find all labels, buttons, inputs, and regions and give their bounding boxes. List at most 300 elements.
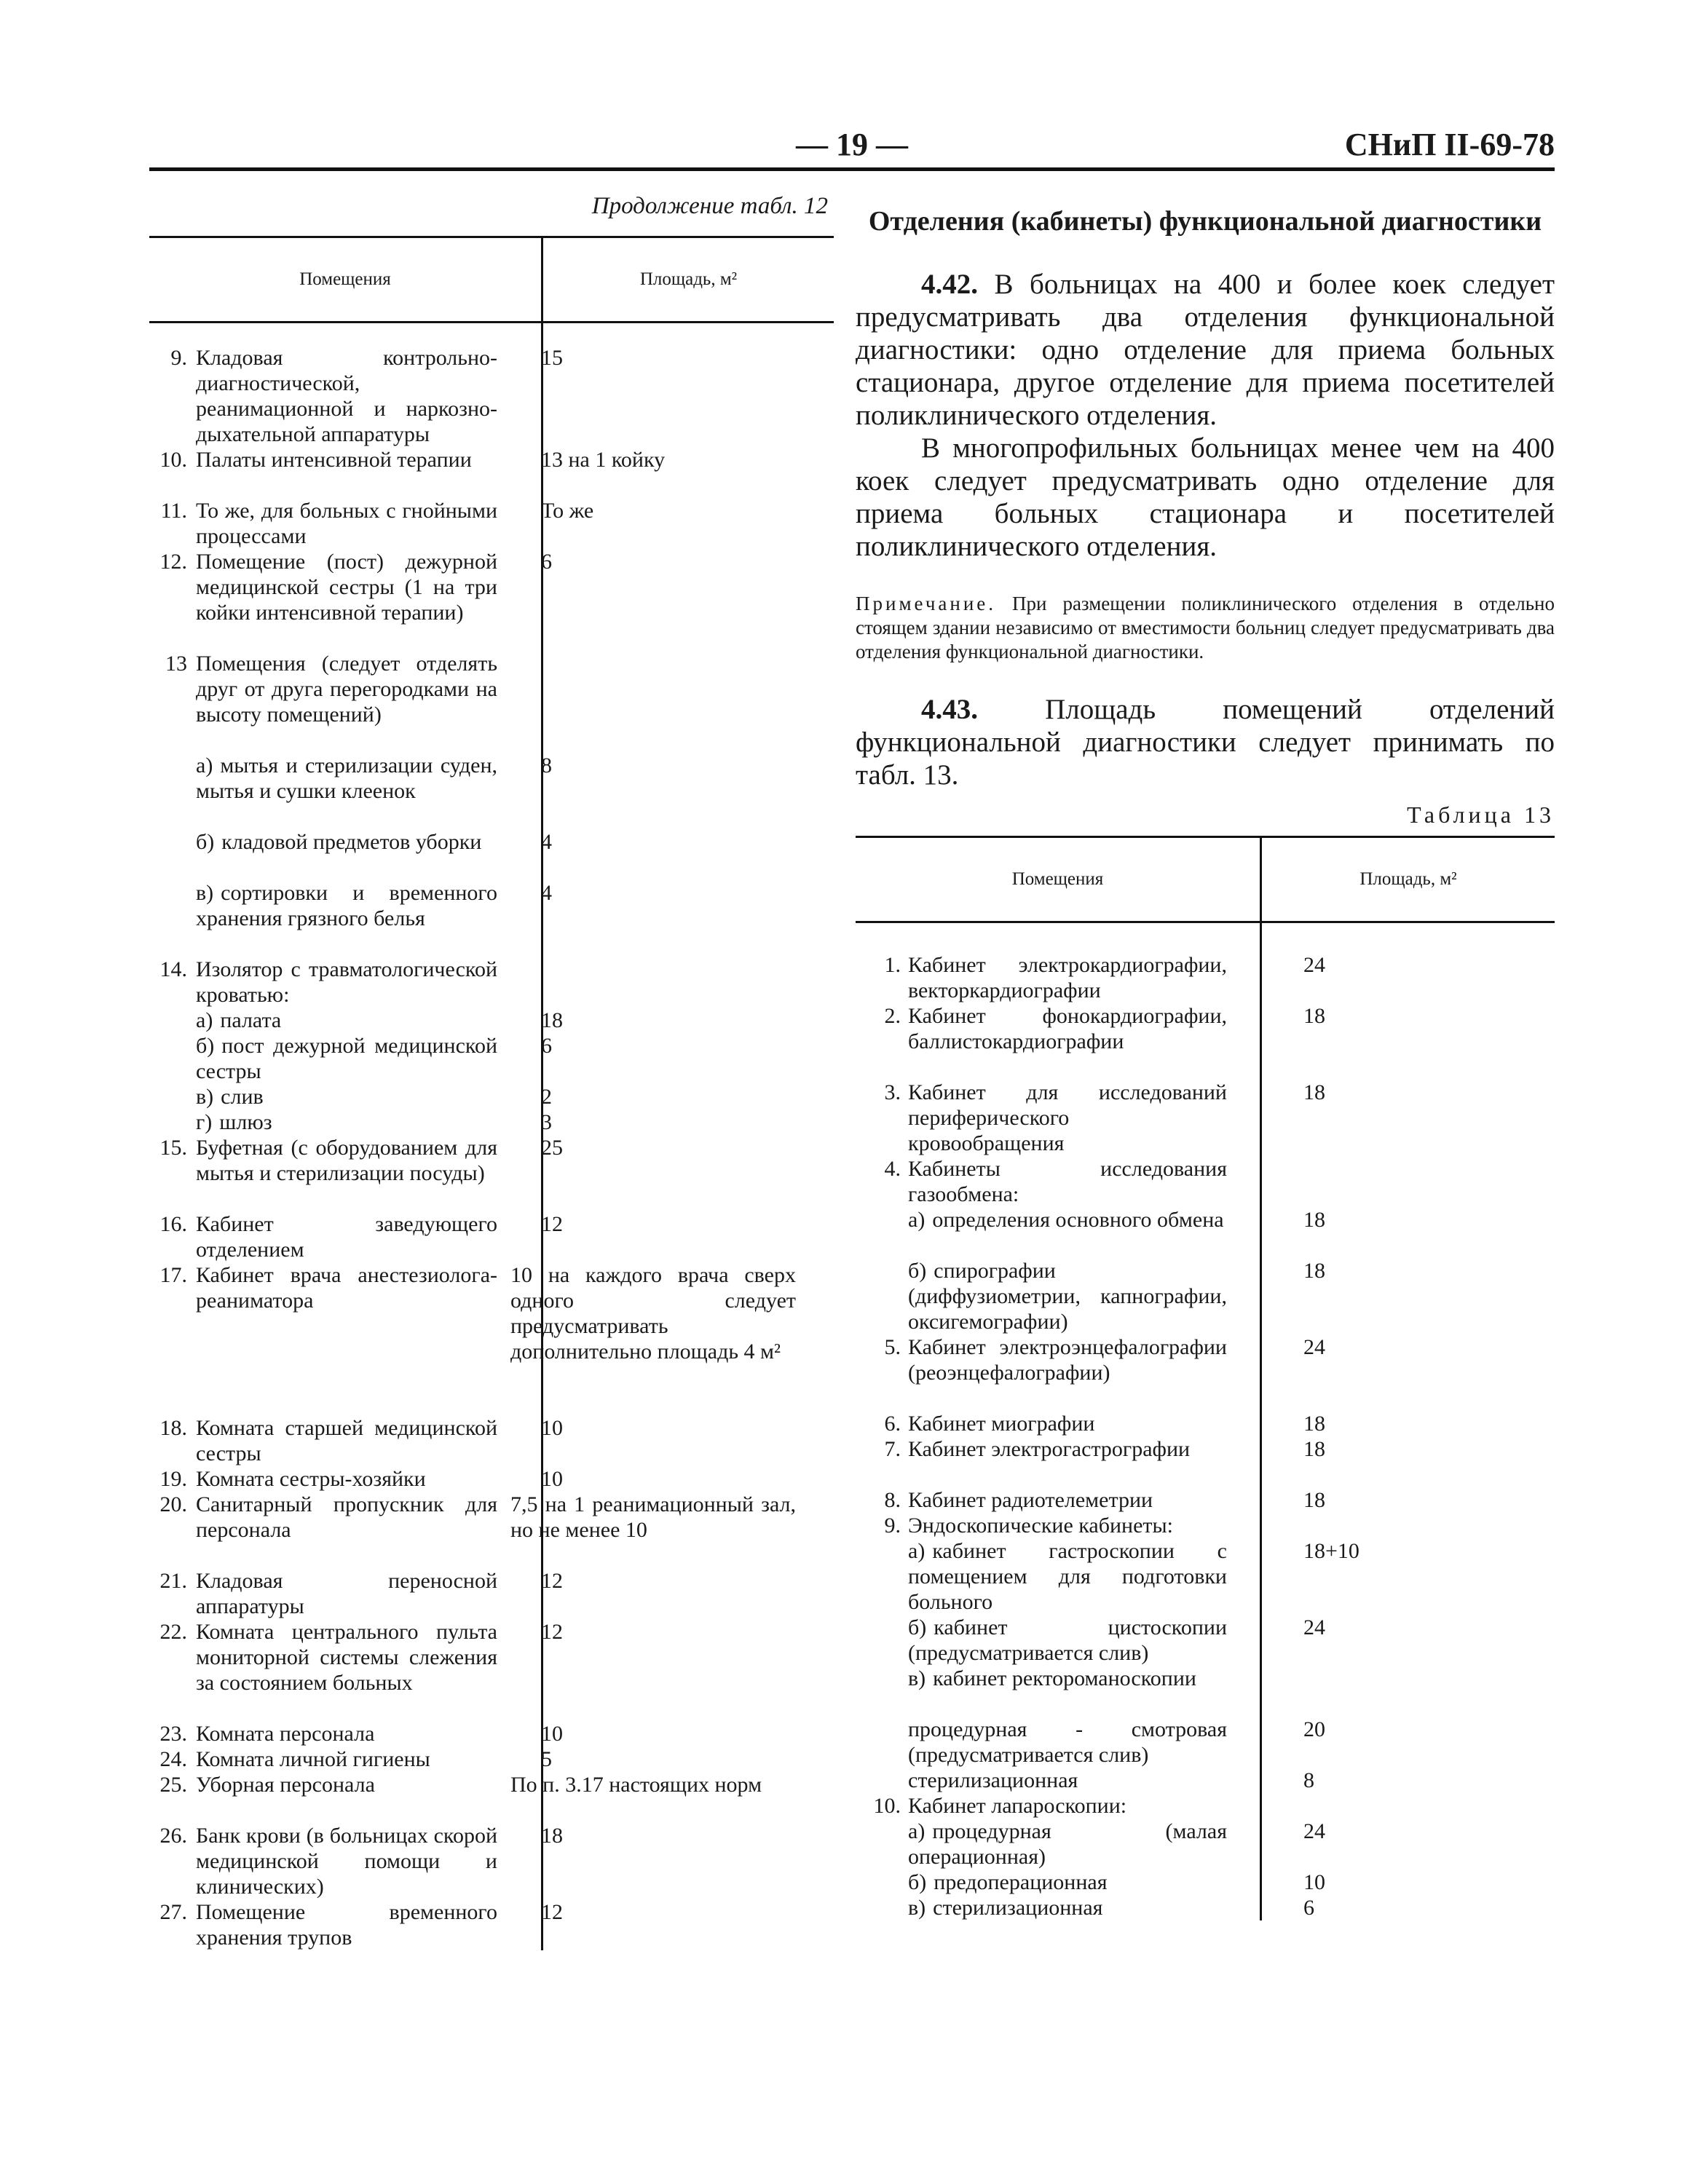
row-label-cell: [856, 1768, 1227, 1793]
row-label-cell: [149, 1211, 497, 1262]
area-value: 6: [541, 550, 552, 574]
section-title: Отделения (кабинеты) функциональной диагностики: [868, 206, 1542, 237]
room-name: [196, 345, 497, 447]
sub-item-letter: б): [196, 830, 215, 854]
room-name-text: стерилизационная: [933, 1896, 1103, 1920]
table-row: [856, 952, 1555, 1003]
area-value: [1227, 1156, 1595, 1207]
row-label-cell: [149, 1899, 497, 1950]
area-value: 18: [1303, 1488, 1325, 1512]
row-label-cell: [856, 1717, 1227, 1768]
room-name-text: шлюз: [219, 1110, 272, 1134]
room-name-text: стерилизационная: [908, 1768, 1078, 1792]
room-name-text: Буфетная (с оборудованием для мытья и стерилизации посуды): [196, 1136, 497, 1185]
row-number: 8.: [884, 1488, 901, 1512]
paragraph-4-42: [856, 268, 1555, 432]
row-label-cell: [856, 1487, 1227, 1513]
row-label-cell: [149, 498, 497, 549]
area-value: По п. 3.17 настоящих норм: [510, 1773, 762, 1797]
row-number: [856, 1870, 901, 1895]
row-number: [856, 1895, 901, 1920]
paragraph-4-43: [856, 693, 1555, 791]
row-label-cell: [149, 1492, 497, 1568]
table-13-caption: Таблица 13: [1407, 802, 1555, 828]
clause-number-4-43: 4.43.: [921, 694, 978, 725]
area-value: 10: [541, 1416, 563, 1440]
table-row: [149, 447, 834, 498]
room-name: [196, 1466, 497, 1492]
room-name: [196, 1033, 497, 1084]
row-label-cell: [149, 957, 497, 1008]
area-value: 13 на 1 койку: [541, 448, 666, 472]
row-number: [149, 880, 187, 957]
row-number: 2.: [884, 1004, 901, 1028]
column-header-rooms: Помещения: [299, 269, 391, 289]
room-name-text: Помещения (следует отделять друг от друга перегородками на высоту помещений): [196, 652, 497, 727]
table-12: [149, 236, 834, 1950]
row-label-cell: [149, 829, 497, 880]
room-name-text: Кабинет фонокардиографии, баллистокардиографии: [908, 1004, 1227, 1053]
table-12-header: [149, 236, 834, 323]
clause-number-4-42: 4.42.: [921, 269, 978, 300]
row-label-cell: [149, 1084, 497, 1109]
row-label-cell: [856, 1666, 1227, 1717]
document-code: СНиП II-69-78: [1344, 127, 1555, 162]
area-value: 12: [541, 1900, 563, 1924]
area-value: 4: [541, 881, 552, 905]
area-value: 12: [541, 1212, 563, 1236]
room-name-text: определения основного обмена: [932, 1208, 1224, 1232]
note-label: Примечание.: [856, 593, 997, 614]
right-column: [856, 204, 1555, 1920]
table-row: [149, 753, 834, 829]
row-label-cell: [149, 651, 497, 753]
area-value: 15: [541, 346, 563, 370]
room-name: [908, 1513, 1227, 1538]
page-header: [149, 120, 1555, 171]
room-name: [196, 1135, 497, 1211]
row-label-cell: [856, 1615, 1227, 1666]
room-name: [196, 1746, 497, 1772]
room-name: [908, 1819, 1227, 1870]
room-name-text: То же, для больных с гнойными процессами: [196, 499, 497, 548]
room-name-text: Комната личной гигиены: [196, 1747, 430, 1771]
table-12-body: [149, 323, 834, 1950]
area-value: То же: [541, 499, 594, 523]
area-value: [1227, 1513, 1595, 1538]
room-name: [908, 1487, 1227, 1513]
room-name: [908, 1207, 1227, 1258]
room-name-text: Санитарный пропускник для персонала: [196, 1492, 497, 1542]
row-label-cell: [149, 1033, 497, 1084]
area-value: 18: [541, 1824, 563, 1848]
row-label-cell: [149, 753, 497, 829]
area-value: 5: [541, 1747, 552, 1771]
table-row: [856, 1717, 1555, 1768]
sub-item-letter: б): [908, 1615, 927, 1639]
row-number: 16.: [159, 1212, 187, 1236]
room-name-text: Эндоскопические кабинеты:: [908, 1514, 1173, 1538]
row-number: [856, 1768, 901, 1793]
area-value: 10: [541, 1722, 563, 1746]
row-label-cell: [149, 345, 497, 447]
room-name-text: кладовой предметов уборки: [221, 830, 482, 854]
room-name-text: Помещение временного хранения трупов: [196, 1900, 497, 1950]
left-column: [149, 193, 834, 1950]
row-number: [149, 1084, 187, 1109]
row-number: 19.: [159, 1467, 187, 1491]
row-number: 25.: [159, 1773, 187, 1797]
area-value: 18: [541, 1008, 563, 1032]
room-name-text: Кабинет электроэнцефалографии (реоэнцефалографии): [908, 1335, 1227, 1385]
row-number: 5.: [884, 1335, 901, 1359]
room-name-text: палата: [220, 1008, 282, 1032]
room-name-text: Изолятор с травматологической кроватью:: [196, 957, 497, 1007]
room-name: [196, 1619, 497, 1721]
table-row: [149, 957, 834, 1008]
row-number: 21.: [159, 1569, 187, 1593]
room-name: [196, 1899, 497, 1950]
room-name: [196, 1823, 497, 1899]
row-label-cell: [856, 1334, 1227, 1411]
area-value: [1227, 1793, 1595, 1819]
column-header-area: Площадь, м²: [1260, 838, 1555, 921]
room-name: [196, 753, 497, 829]
table-row: [149, 1135, 834, 1211]
room-name: [196, 1084, 497, 1109]
row-label-cell: [149, 1619, 497, 1721]
table-row: [149, 498, 834, 549]
room-name: [908, 1666, 1227, 1717]
table-row: [149, 1899, 834, 1950]
table-row: [149, 1466, 834, 1492]
row-label-cell: [149, 1415, 497, 1466]
table-row: [856, 1436, 1555, 1487]
area-value: 25: [541, 1136, 563, 1160]
row-label-cell: [149, 447, 497, 498]
row-number: [149, 1109, 187, 1135]
row-number: 1.: [884, 953, 901, 977]
row-label-cell: [149, 1772, 497, 1823]
row-number: [856, 1717, 901, 1768]
row-label-cell: [149, 1262, 497, 1415]
room-name-text: Палаты интенсивной терапии: [196, 448, 472, 472]
room-name-text: Кабинет электрогастрографии: [908, 1437, 1191, 1461]
row-number: 27.: [159, 1900, 187, 1924]
sub-item-letter: г): [196, 1110, 213, 1134]
row-label-cell: [856, 1819, 1227, 1870]
area-value: 8: [1303, 1768, 1314, 1792]
room-name: [908, 1717, 1227, 1768]
table-row: [149, 1772, 834, 1823]
row-number: 14.: [159, 957, 187, 981]
area-value: 6: [541, 1034, 552, 1058]
room-name: [196, 1772, 497, 1823]
room-name: [908, 1436, 1227, 1487]
room-name: [196, 1008, 497, 1033]
row-number: [856, 1819, 901, 1870]
table-row: [149, 1262, 834, 1415]
row-label-cell: [856, 1258, 1227, 1334]
room-name: [908, 1793, 1227, 1819]
row-number: [856, 1615, 901, 1666]
paragraph-4-42-continued: В многопрофильных больницах менее чем на 400 коек следует предусматривать одно отделение для приема больных стационара и посетителей поликлинического отделения.: [856, 432, 1555, 562]
table-row: [856, 1895, 1555, 1920]
table-row: [149, 1211, 834, 1262]
sub-item-letter: б): [908, 1259, 927, 1283]
room-name-text: Кабинет для исследований периферического кровообращения: [908, 1080, 1227, 1155]
room-name: [908, 1156, 1227, 1207]
table-row: [856, 1819, 1555, 1870]
room-name: [908, 1895, 1227, 1920]
row-label-cell: [856, 1870, 1227, 1895]
table-row: [856, 1334, 1555, 1411]
row-number: 3.: [884, 1080, 901, 1104]
note-text: При размещении поликлинического отделения в отдельно стоящем здании независимо от вместимости больниц следует предусматривать два отделения функциональной диагностики.: [856, 593, 1555, 662]
table-13-body: [856, 923, 1555, 1920]
header-rule: [149, 167, 1555, 171]
area-value: 18: [1303, 1437, 1325, 1461]
table-13-header: [856, 836, 1555, 923]
table-row: [856, 1411, 1555, 1436]
room-name-text: кабинет гастроскопии с помещением для подготовки больного: [908, 1539, 1227, 1614]
room-name: [196, 549, 497, 651]
room-name-text: сортировки и временного хранения грязного белья: [196, 881, 497, 930]
sub-item-letter: а): [908, 1819, 926, 1843]
room-name-text: Помещение (пост) дежурной медицинской сестры (1 на три койки интенсивной терапии): [196, 550, 497, 625]
row-label-cell: [856, 1895, 1227, 1920]
area-value: 24: [1303, 1615, 1325, 1639]
row-number: 23.: [159, 1722, 187, 1746]
row-number: [149, 1008, 187, 1033]
room-name-text: Комната старшей медицинской сестры: [196, 1416, 497, 1465]
row-number: 10.: [873, 1794, 901, 1818]
row-number: 15.: [159, 1136, 187, 1160]
row-number: 9.: [884, 1514, 901, 1538]
row-label-cell: [856, 1436, 1227, 1487]
table-row: [149, 880, 834, 957]
row-number: [856, 1666, 901, 1717]
row-number: [856, 1207, 901, 1258]
area-value: 18: [1303, 1259, 1325, 1283]
room-name: [196, 1568, 497, 1619]
room-name: [908, 952, 1227, 1003]
area-value: 2: [541, 1085, 552, 1109]
table-12-continuation-caption: Продолжение табл. 12: [591, 193, 828, 219]
room-name: [196, 498, 497, 549]
room-name: [196, 1109, 497, 1135]
row-number: 20.: [159, 1492, 187, 1516]
sub-item-letter: в): [196, 1085, 214, 1109]
row-label-cell: [149, 549, 497, 651]
room-name-text: Кладовая контрольно-диагностической, реанимационной и наркозно-дыхательной аппаратуры: [196, 346, 497, 446]
table-row: [856, 1666, 1555, 1717]
row-number: 4.: [884, 1157, 901, 1181]
room-name-text: Банк крови (в больницах скорой медицинской помощи и клинических): [196, 1824, 497, 1899]
table-row: [856, 1513, 1555, 1538]
room-name-text: Кабинет миографии: [908, 1412, 1095, 1436]
room-name: [196, 447, 497, 498]
room-name: [908, 1411, 1227, 1436]
row-number: 22.: [159, 1620, 187, 1644]
table-row: [149, 1415, 834, 1466]
row-label-cell: [149, 1746, 497, 1772]
room-name-text: Кабинет врача анестезиолога-реаниматора: [196, 1263, 497, 1313]
area-value: [497, 957, 796, 1008]
table-row: [149, 1109, 834, 1135]
row-label-cell: [149, 1721, 497, 1746]
area-value: 12: [541, 1620, 563, 1644]
row-label-cell: [149, 1135, 497, 1211]
row-label-cell: [856, 1003, 1227, 1080]
room-name-text: Кабинет лапароскопии:: [908, 1794, 1127, 1818]
row-number: [856, 1538, 901, 1615]
row-label-cell: [856, 1080, 1227, 1156]
row-label-cell: [856, 1207, 1227, 1258]
sub-item-letter: в): [908, 1896, 926, 1920]
table-row: [149, 1084, 834, 1109]
row-number: [149, 1033, 187, 1084]
table-row: [856, 1793, 1555, 1819]
table-row: [856, 1080, 1555, 1156]
row-label-cell: [149, 1008, 497, 1033]
sub-item-letter: в): [908, 1666, 926, 1690]
room-name: [908, 1003, 1227, 1080]
table-13: [856, 836, 1555, 1920]
table-row: [149, 1746, 834, 1772]
area-value: 18: [1303, 1004, 1325, 1028]
room-name-text: слив: [221, 1085, 264, 1109]
area-value: 8: [541, 753, 552, 778]
area-value: 6: [1303, 1896, 1314, 1920]
row-number: 13: [165, 652, 187, 676]
area-value: 12: [541, 1569, 563, 1593]
row-label-cell: [149, 880, 497, 957]
row-number: 6.: [884, 1412, 901, 1436]
room-name-text: Кабинеты исследования газообмена:: [908, 1157, 1227, 1206]
room-name-text: Кабинет электрокардиографии, векторкардиографии: [908, 953, 1227, 1002]
room-name-text: Комната сестры-хозяйки: [196, 1467, 426, 1491]
row-number: 7.: [884, 1437, 901, 1461]
row-number: 12.: [159, 550, 187, 574]
column-header-rooms: Помещения: [1011, 869, 1104, 889]
row-number: 10.: [159, 448, 187, 472]
sub-item-letter: а): [908, 1539, 926, 1563]
room-name-text: процедурная (малая операционная): [908, 1819, 1227, 1869]
sub-item-letter: б): [196, 1034, 215, 1058]
room-name: [908, 1538, 1227, 1615]
row-label-cell: [149, 1568, 497, 1619]
area-value: 18: [1303, 1412, 1325, 1436]
room-name: [908, 1768, 1227, 1793]
sub-item-letter: б): [908, 1870, 927, 1894]
paragraph-4-42-text: В больницах на 400 и более коек следует предусматривать два отделения функциональной диагностики: одно отделение для приема больных стационара, другое отделение для приема посетителей поликлинического отделения.: [856, 269, 1555, 431]
table-row: [149, 1008, 834, 1033]
table-row: [856, 1615, 1555, 1666]
table-row: [856, 1207, 1555, 1258]
row-number: [149, 753, 187, 829]
sub-item-letter: а): [196, 753, 213, 778]
table-row: [149, 1823, 834, 1899]
room-name: [196, 1211, 497, 1262]
table-row: [856, 1487, 1555, 1513]
room-name: [196, 1415, 497, 1466]
table-row: [856, 1258, 1555, 1334]
row-label-cell: [149, 1823, 497, 1899]
row-label-cell: [149, 1466, 497, 1492]
row-number: 26.: [159, 1824, 187, 1848]
room-name: [196, 1492, 497, 1568]
column-header-area: Площадь, м²: [541, 238, 834, 321]
room-name: [196, 880, 497, 957]
table-row: [149, 829, 834, 880]
row-label-cell: [856, 952, 1227, 1003]
row-label-cell: [856, 1411, 1227, 1436]
room-name-text: процедурная - смотровая (предусматривается слив): [908, 1717, 1227, 1767]
area-value: 10 на каждого врача сверх одного следует предусматривать дополнительно площадь 4 м²: [510, 1263, 796, 1364]
room-name-text: кабинет цистоскопии (предусматривается слив): [908, 1615, 1227, 1665]
paragraph-4-43-text: Площадь помещений отделений функциональной диагностики следует принимать по табл. 13.: [856, 694, 1555, 791]
room-name: [908, 1080, 1227, 1156]
row-number: 18.: [159, 1416, 187, 1440]
area-value: 18: [1303, 1208, 1325, 1232]
room-name: [196, 1721, 497, 1746]
row-number: [856, 1258, 901, 1334]
table-row: [149, 1492, 834, 1568]
row-label-cell: [856, 1538, 1227, 1615]
table-row: [856, 1870, 1555, 1895]
room-name-text: кабинет ректороманоскопии: [933, 1666, 1196, 1690]
room-name: [196, 829, 497, 880]
room-name-text: Кладовая переносной аппаратуры: [196, 1569, 497, 1618]
area-value: 3: [541, 1110, 552, 1134]
table-row: [856, 1768, 1555, 1793]
area-value: 20: [1303, 1717, 1325, 1741]
room-name-text: Кабинет радиотелеметрии: [908, 1488, 1153, 1512]
table-row: [856, 1538, 1555, 1615]
table-row: [149, 549, 834, 651]
room-name-text: предоперационная: [934, 1870, 1108, 1894]
room-name-text: пост дежурной медицинской сестры: [196, 1034, 497, 1083]
area-value: 10: [1303, 1870, 1325, 1894]
sub-item-letter: а): [908, 1208, 926, 1232]
room-name: [908, 1615, 1227, 1666]
room-name-text: Комната центрального пульта мониторной системы слежения за состоянием больных: [196, 1620, 497, 1695]
table-row: [149, 651, 834, 753]
room-name-text: Комната персонала: [196, 1722, 375, 1746]
table-row: [856, 1156, 1555, 1207]
room-name-text: спирографии (диффузиометрии, капнографии, оксигемографии): [908, 1259, 1227, 1334]
room-name-text: Уборная персонала: [196, 1773, 375, 1797]
room-name-text: мытья и стерилизации суден, мытья и сушки клеенок: [196, 753, 497, 803]
row-label-cell: [856, 1513, 1227, 1538]
area-value: 24: [1303, 1335, 1325, 1359]
area-value: 7,5 на 1 реанимационный зал, но не менее 10: [510, 1492, 796, 1542]
room-name: [908, 1870, 1227, 1895]
area-value: 4: [541, 830, 552, 854]
row-label-cell: [149, 1109, 497, 1135]
table-row: [149, 1568, 834, 1619]
room-name: [196, 1262, 497, 1415]
note: [856, 592, 1555, 664]
sub-item-letter: в): [196, 881, 214, 905]
table-row: [856, 1003, 1555, 1080]
room-name: [908, 1334, 1227, 1411]
area-value: 10: [541, 1467, 563, 1491]
room-name: [196, 651, 497, 753]
row-number: 9.: [170, 346, 187, 370]
row-label-cell: [856, 1793, 1227, 1819]
